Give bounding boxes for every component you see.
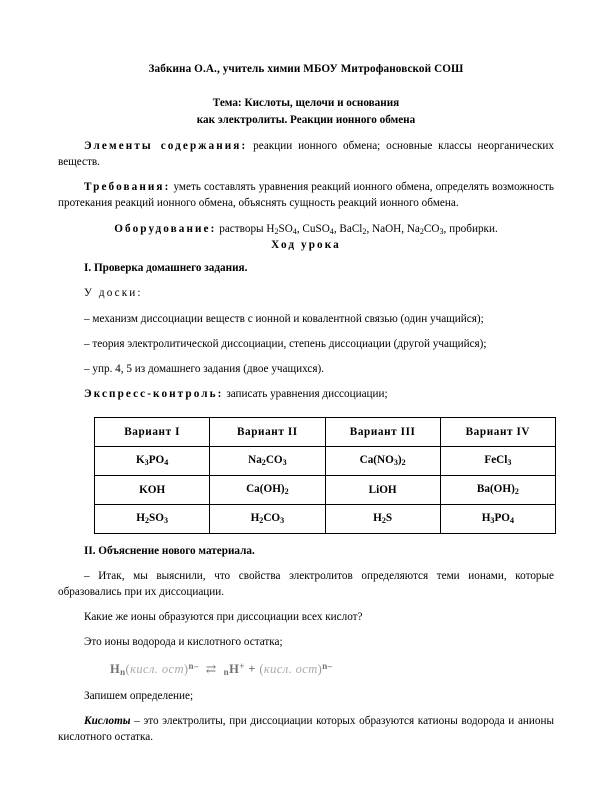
- requirements-text: уметь составлять уравнения реакций ионного обмена, определять возможность протекания реакций ионного обмена, объяснять сущность реакций ионного обмена.: [58, 181, 554, 210]
- formula-base: SO: [149, 512, 164, 525]
- question-paragraph: Какие же ионы образуются при диссоциации всех кислот?: [84, 611, 363, 624]
- formula-base: H: [266, 222, 275, 235]
- formula-base: Ca(NO: [359, 454, 394, 467]
- table-header-cell: Вариант I: [95, 417, 210, 446]
- eq-right-coefficient: n: [223, 666, 230, 677]
- eq-right-bracket-close: ): [317, 661, 323, 676]
- homework-item-3: – упр. 4, 5 из домашнего задания (двое учащихся).: [84, 363, 325, 376]
- chemical-formula: [360, 454, 406, 466]
- formula-subscript: 3: [393, 457, 398, 467]
- requirements-paragraph: [58, 179, 554, 211]
- formula-base: CO: [265, 454, 283, 467]
- formula-subscript: 2: [401, 457, 406, 467]
- table-cell: [325, 446, 440, 475]
- formula-base: S: [385, 512, 393, 525]
- dissociation-equation-line: [58, 660, 554, 679]
- eq-left-bracket-open: (: [125, 661, 131, 676]
- formula-subscript: 2: [362, 226, 367, 236]
- formula-base: PO: [494, 512, 510, 525]
- chemical-formula: [266, 223, 296, 235]
- formula-base: Na: [248, 454, 262, 467]
- eq-left-bracket-close: ): [183, 661, 189, 676]
- content-elements-paragraph: [58, 138, 554, 170]
- table-cell: [95, 475, 210, 504]
- equipment-tail: , пробирки.: [443, 222, 498, 235]
- eq-plus: +: [248, 661, 256, 676]
- chemical-formula: [373, 512, 392, 524]
- chemical-formula: [302, 223, 333, 235]
- variants-table-body: [95, 446, 556, 533]
- table-header-cell: Вариант IV: [440, 417, 555, 446]
- equipment-label: Оборудование:: [114, 222, 217, 235]
- formula-subscript: 2: [381, 515, 386, 525]
- formula-base: H: [250, 512, 260, 525]
- table-cell: [440, 475, 555, 504]
- formula-subscript: 3: [490, 515, 495, 525]
- formula-base: BaCl: [339, 222, 363, 235]
- chemical-formula: [246, 483, 289, 495]
- chemical-formula: [369, 484, 397, 496]
- chemical-formula: [251, 512, 285, 524]
- formula-base: H: [136, 512, 145, 525]
- topic-text-1: Кислоты, щелочи и основания: [244, 97, 400, 110]
- table-cell: [210, 446, 325, 475]
- content-elements-label: Элементы содержания:: [84, 139, 248, 152]
- topic-line-1: [58, 95, 554, 112]
- formula-subscript: 2: [144, 515, 149, 525]
- variants-table: [94, 417, 556, 534]
- definition-paragraph: [58, 713, 554, 745]
- eq-operator: ⇄: [205, 661, 217, 676]
- table-cell: [210, 475, 325, 504]
- chemical-formula: [139, 484, 165, 496]
- definition-text: – это электролиты, при диссоциации которых образуются катионы водорода и анионы кислотного остатка.: [58, 714, 554, 744]
- formula-subscript: 3: [282, 457, 287, 467]
- table-row: [95, 446, 556, 475]
- formula-subscript: 3: [144, 457, 149, 467]
- table-header-cell: Вариант II: [210, 417, 325, 446]
- at-board-label: [58, 285, 554, 301]
- formula-subscript: 2: [259, 515, 264, 525]
- chemical-formula: [484, 454, 511, 466]
- topic-label: Тема:: [212, 97, 242, 110]
- homework-item-1: – механизм диссоциации веществ с ионной и ковалентной связью (один учащийся);: [84, 312, 484, 325]
- formula-base: KOH: [139, 483, 166, 496]
- eq-right-residue: кисл. ост: [263, 661, 318, 676]
- formula-subscript: 2: [274, 226, 279, 236]
- formula-subscript: 2: [261, 457, 266, 467]
- formula-base: SO: [278, 222, 293, 235]
- chemical-formula: [482, 512, 514, 524]
- formula-base: FeCl: [484, 454, 508, 467]
- chemical-formula: [477, 483, 519, 495]
- table-cell: [440, 446, 555, 475]
- formula-base: CO: [263, 512, 281, 525]
- formula-subscript: 3: [439, 226, 444, 236]
- formula-subscript: 3: [163, 515, 168, 525]
- express-control-paragraph: [58, 386, 554, 402]
- formula-base: LiOH: [368, 483, 397, 496]
- table-cell: [95, 446, 210, 475]
- formula-base: NaOH: [372, 222, 402, 235]
- at-board-label-text: У доски:: [84, 287, 143, 300]
- eq-right-h: H: [229, 661, 240, 676]
- chemical-formula: [407, 223, 444, 235]
- express-control-text: записать уравнения диссоциации;: [223, 388, 388, 401]
- table-header-cell: Вариант III: [325, 417, 440, 446]
- table-row: [95, 504, 556, 533]
- write-definition-paragraph: Запишем определение;: [84, 689, 194, 702]
- author-line: Забкина О.А., учитель химии МБОУ Митрофановской СОШ: [148, 63, 464, 75]
- formula-base: Na: [406, 222, 420, 235]
- express-control-label: Экспресс-контроль:: [84, 388, 224, 401]
- formula-subscript: 4: [329, 226, 334, 236]
- formula-base: Ba(OH): [476, 483, 515, 496]
- eq-right-h-charge: +: [239, 660, 245, 671]
- section-2-heading: II. Объяснение нового материала.: [84, 544, 255, 557]
- table-cell: [325, 504, 440, 533]
- chemical-formula: [136, 512, 168, 524]
- table-header-row: [95, 417, 556, 446]
- lesson-flow-heading: Ход урока: [271, 239, 341, 252]
- formula-base: H: [373, 512, 382, 525]
- homework-item-2: – теория электролитической диссоциации, степень диссоциации (другой учащийся);: [84, 337, 487, 350]
- formula-subscript: 4: [164, 457, 169, 467]
- formula-subscript: 2: [514, 486, 519, 496]
- formula-base: CuSO: [302, 222, 330, 235]
- chemical-formula: [339, 223, 366, 235]
- requirements-label: Требования:: [84, 181, 171, 194]
- eq-left-h: H: [110, 661, 121, 676]
- table-cell: [95, 504, 210, 533]
- definition-term: Кислоты: [84, 714, 131, 727]
- chemical-formula: [248, 454, 287, 466]
- table-cell: [325, 475, 440, 504]
- formula-subscript: 2: [284, 486, 289, 496]
- formula-base: PO: [148, 454, 165, 467]
- formula-subscript: 2: [419, 226, 424, 236]
- formula-base: CO: [423, 222, 440, 235]
- table-cell: [440, 504, 555, 533]
- content-elements-text: реакции ионного обмена; основные классы неорганических веществ.: [58, 139, 554, 168]
- dissociation-equation: [84, 660, 333, 679]
- equipment-paragraph: Оборудование: растворы $H_2SO_4$, CuSO$_4$, BaCl$_2$, NaOH, $Na_2CO_3$, пробирки.: [114, 222, 498, 236]
- eq-right-charge: n–: [322, 660, 333, 671]
- table-cell: [210, 504, 325, 533]
- formula-base: Ca(OH): [246, 483, 285, 496]
- formula-subscript: 4: [292, 226, 297, 236]
- intro-paragraph: – Итак, мы выяснили, что свойства электролитов определяются теми ионами, которые образовались при их диссоциации.: [58, 569, 554, 598]
- answer-paragraph: Это ионы водорода и кислотного остатка;: [84, 636, 283, 649]
- equipment-formula-list: $H_2SO_4$, CuSO$_4$, BaCl$_2$, NaOH, $Na_2CO_3$: [266, 222, 444, 236]
- formula-base: K: [135, 454, 145, 467]
- eq-left-h-subscript: n: [120, 666, 126, 677]
- lesson-topic: [58, 95, 554, 129]
- eq-left-residue: кисл. ост: [130, 661, 184, 676]
- eq-left-charge: n–: [188, 660, 199, 671]
- section-1-heading: I. Проверка домашнего задания.: [84, 262, 248, 275]
- chemical-formula: [372, 223, 401, 235]
- formula-subscript: 4: [510, 515, 515, 525]
- topic-line-2: как электролиты. Реакции ионного обмена: [196, 113, 416, 126]
- formula-subscript: 3: [507, 457, 512, 467]
- eq-right-bracket-open: (: [259, 661, 264, 676]
- formula-subscript: 3: [280, 515, 285, 525]
- formula-base: ): [397, 454, 402, 467]
- formula-base: H: [481, 512, 491, 525]
- chemical-formula: [136, 454, 168, 466]
- table-row: [95, 475, 556, 504]
